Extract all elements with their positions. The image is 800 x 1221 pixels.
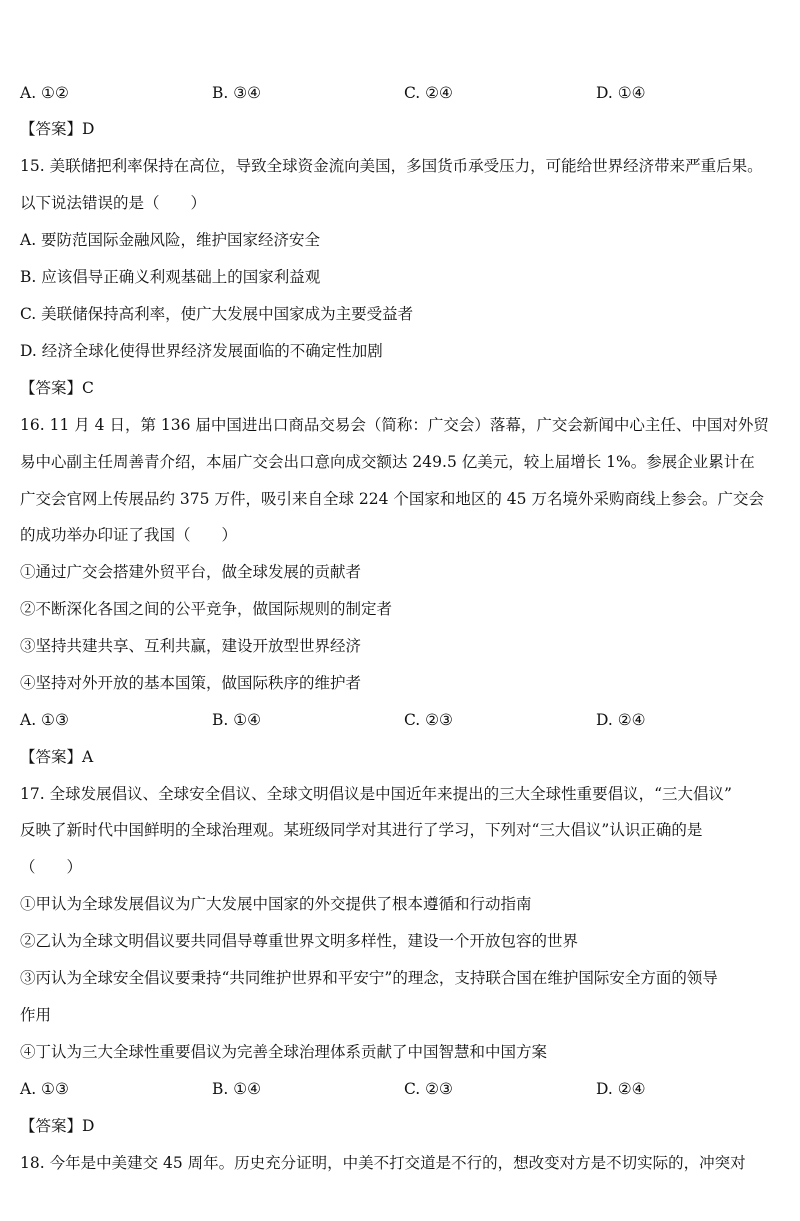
q17-stem-line-3: （ ） — [20, 858, 83, 876]
q15-stem-line-1: 15. 美联储把利率保持在高位，导致全球资金流向美国，多国货币承受压力，可能给世界经济带来严重后果。 — [20, 157, 763, 175]
q16-stem-line-1: 16. 11 月 4 日，第 136 届中国进出口商品交易会（简称：广交会）落幕，广交会新闻中心主任、中国对外贸 — [20, 416, 769, 434]
q16-stem-line-4: 的成功举办印证了我国（ ） — [20, 526, 238, 544]
q14-option-c: C. ②④ — [404, 84, 453, 102]
q16-item-1: ①通过广交会搭建外贸平台，做全球发展的贡献者 — [20, 563, 362, 581]
q17-answer: 【答案】D — [20, 1117, 95, 1135]
q17-stem-line-2: 反映了新时代中国鲜明的全球治理观。某班级同学对其进行了学习，下列对“三大倡议”认识正确的是 — [20, 821, 703, 839]
q15-answer: 【答案】C — [20, 379, 94, 397]
q17-option-d: D. ②④ — [596, 1080, 646, 1098]
q16-option-b: B. ①④ — [212, 711, 262, 729]
q16-options — [20, 709, 795, 731]
q17-option-a: A. ①③ — [20, 1080, 69, 1098]
q17-item-3-continued: 作用 — [20, 1006, 52, 1024]
q17-item-2: ②乙认为全球文明倡议要共同倡导尊重世界文明多样性，建设一个开放包容的世界 — [20, 932, 579, 950]
q16-stem-line-3: 广交会官网上传展品约 375 万件，吸引来自全球 224 个国家和地区的 45 万名境外采购商线上参会。广交会 — [20, 490, 764, 508]
q17-item-3: ③丙认为全球安全倡议要秉持“共同维护世界和平安宁”的理念，支持联合国在维护国际安全方面的领导 — [20, 969, 718, 987]
q16-item-3: ③坚持共建共享、互利共赢，建设开放型世界经济 — [20, 637, 362, 655]
q15-option-c: C. 美联储保持高利率，使广大发展中国家成为主要受益者 — [20, 305, 414, 323]
q17-stem-line-1: 17. 全球发展倡议、全球安全倡议、全球文明倡议是中国近年来提出的三大全球性重要倡议，“三大倡议” — [20, 785, 732, 803]
q14-answer: 【答案】D — [20, 120, 95, 138]
q15-option-b: B. 应该倡导正确义利观基础上的国家利益观 — [20, 268, 321, 286]
q18-stem-line-1: 18. 今年是中美建交 45 周年。历史充分证明，中美不打交道是不行的，想改变对方是不切实际的，冲突对 — [20, 1154, 746, 1172]
q17-item-1: ①甲认为全球发展倡议为广大发展中国家的外交提供了根本遵循和行动指南 — [20, 895, 532, 913]
q16-item-4: ④坚持对外开放的基本国策，做国际秩序的维护者 — [20, 674, 362, 692]
q15-stem-line-2: 以下说法错误的是（ ） — [20, 194, 207, 212]
q16-stem-line-2: 易中心副主任周善青介绍，本届广交会出口意向成交额达 249.5 亿美元，较上届增长 1%。参展企业累计在 — [20, 453, 755, 471]
q15-option-a: A. 要防范国际金融风险，维护国家经济安全 — [20, 231, 321, 249]
q16-item-2: ②不断深化各国之间的公平竞争，做国际规则的制定者 — [20, 600, 393, 618]
q17-option-c: C. ②③ — [404, 1080, 453, 1098]
q16-option-d: D. ②④ — [596, 711, 646, 729]
q17-options — [20, 1078, 795, 1100]
q17-item-4: ④丁认为三大全球性重要倡议为完善全球治理体系贡献了中国智慧和中国方案 — [20, 1043, 548, 1061]
q14-options — [20, 82, 795, 104]
q16-option-a: A. ①③ — [20, 711, 69, 729]
q14-option-a: A. ①② — [20, 84, 69, 102]
q16-answer: 【答案】A — [20, 748, 94, 766]
q17-option-b: B. ①④ — [212, 1080, 262, 1098]
q14-option-d: D. ①④ — [596, 84, 646, 102]
q14-option-b: B. ③④ — [212, 84, 262, 102]
q15-option-d: D. 经济全球化使得世界经济发展面临的不确定性加剧 — [20, 342, 383, 360]
q16-option-c: C. ②③ — [404, 711, 453, 729]
